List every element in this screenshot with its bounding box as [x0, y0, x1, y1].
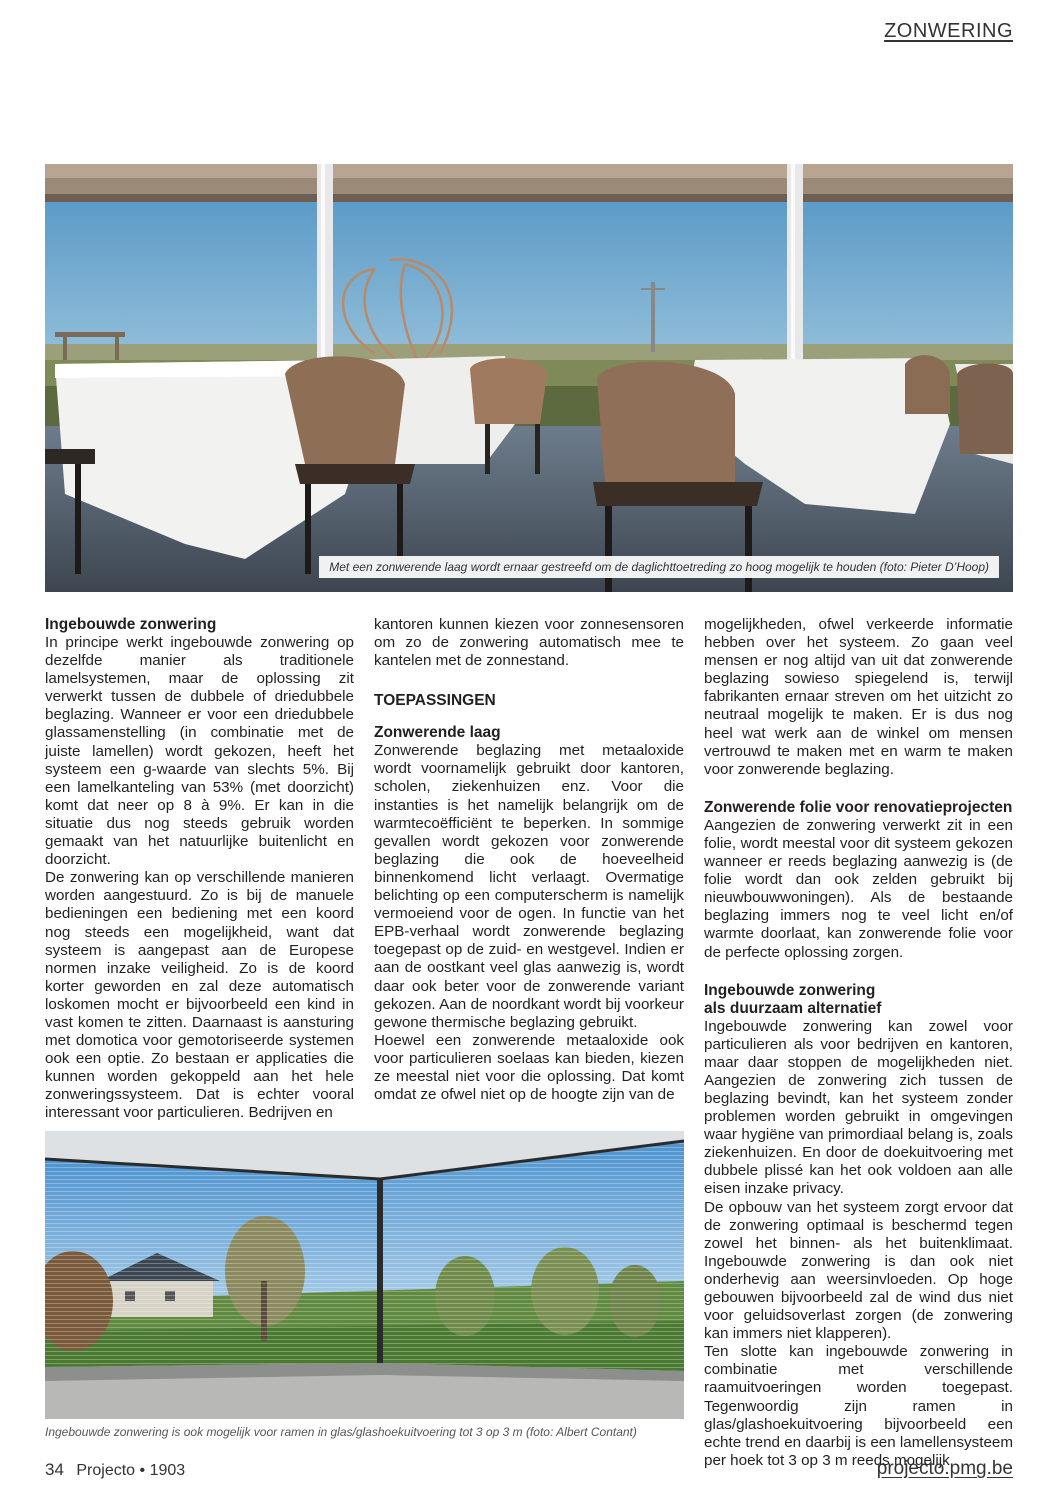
paragraph: Aangezien de zonwering verwerkt zit in een folie, wordt meestal voor dit systeem gekozen wanneer er reeds beglazing aanwezig is (de folie wordt dan ook zelden gebruikt bij nieuwbouwwoningen). Als de bestaande beglazing immers nog te veel licht en/of warmte doorlaat, kan zonwerende folie voor de perfecte oplossing zorgen.	[704, 816, 1013, 961]
paragraph: Hoewel een zonwerende metaaloxide ook voor particulieren soelaas kan bieden, kiezen ze meestal niet voor die oplossing. Dat komt omdat ze ofwel niet op de hoogte zijn van de	[374, 1031, 684, 1104]
section-heading: TOEPASSINGEN	[374, 692, 496, 710]
text-column-3	[704, 616, 1013, 1470]
text-column-1	[45, 616, 354, 1123]
paragraph: De zonwering kan op verschillende manieren worden aangestuurd. Zo is bij de manuele bedieningen een bediening met een koord nog steeds een mogelijkheid, want dat systeem is aangepast aan de Europese normen inzake veiligheid. Zo is de koord korter geworden en zal deze automatisch loskomen mocht er bijvoorbeeld een kind in vast komen te zitten. Daarnaast is aansturing met domotica voor gemotoriseerde systemen ook een optie. Zo bestaan er applicaties die kunnen worden gekoppeld aan het hele zonweringssysteem. Dat is echter vooral interessant voor particulieren. Bedrijven en	[45, 869, 354, 1122]
magazine-issue: Projecto • 1903	[76, 1462, 186, 1479]
paragraph: kantoren kunnen kiezen voor zonnesensoren om zo de zonwering automatisch mee te kantelen met de zonnestand.	[374, 616, 684, 670]
photo-caption: Met een zonwerende laag wordt ernaar gestreefd om de daglichttoetreding zo hoog mogelijk te houden (foto: Pieter D’Hoop)	[319, 556, 999, 578]
subheading: Zonwerende folie voor renovatieprojecten	[704, 798, 1013, 816]
section-tag: ZONWERING	[884, 20, 1013, 42]
corner-window-photo	[45, 1131, 684, 1419]
text-column-2	[374, 616, 684, 1104]
paragraph: Ten slotte kan ingebouwde zonwering in combinatie met verschillende raamuitvoeringen worden toegepast. Tegenwoordig zijn ramen in glas/glashoekuitvoering bijvoorbeeld een echte trend en daarbij is een lamellensysteem per hoek tot 3 op 3 m reeds mogelijk.	[704, 1343, 1013, 1469]
paragraph: mogelijkheden, ofwel verkeerde informatie hebben over het systeem. Zo gaan veel mensen er nog altijd van uit dat zonwerende beglazing sowieso spiegelend is, terwijl fabrikanten ernaar streven om het uitzicht zo neutraal mogelijk te maken. Er is dus nog heel wat werk aan de winkel om mensen vertrouwd te maken met en warm te maken voor zonwerende beglazing.	[704, 616, 1013, 778]
website-link[interactable]: projecto.pmg.be	[876, 1458, 1013, 1479]
subheading: Ingebouwde zonwering	[704, 981, 876, 999]
window-illustration	[45, 1131, 684, 1419]
photo-caption: Ingebouwde zonwering is ook mogelijk voor ramen in glas/glashoekuitvoering tot 3 op 3 m (foto: Albert Contant)	[45, 1425, 637, 1439]
subheading: Ingebouwde zonwering	[45, 616, 217, 633]
subheading: als duurzaam alternatief	[704, 999, 882, 1017]
restaurant-photo	[45, 164, 1013, 592]
subheading: Zonwerende laag	[374, 724, 501, 742]
restaurant-illustration	[45, 164, 1013, 592]
page-folio	[45, 1460, 185, 1480]
paragraph: In principe werkt ingebouwde zonwering op dezelfde manier als traditionele lamelsystemen, maar de oplossing zit verwerkt tussen de dubbele of driedubbele beglazing. Wanneer er voor een driedubbele glassamenstelling (in combinatie met de juiste lamellen) wordt gekozen, heeft het systeem een g-waarde van slechts 5%. Bij een lamelkanteling van 53% (met doorzicht) komt dat neer op 8 à 9%. Er kan in die situatie dus nog steeds gebruik worden gemaakt van het natuurlijke buitenlicht en doorzicht.	[45, 634, 354, 869]
paragraph: De opbouw van het systeem zorgt ervoor dat de zonwering optimaal is beschermd tegen zowel het binnen- als het buitenklimaat. Ingebouwde zonwering is dan ook niet onderhevig aan weersinvloeden. Op hoge gebouwen bijvoorbeeld zal de wind dus niet voor geluidsoverlast zorgen (de zonwering kan immers niet klapperen).	[704, 1198, 1013, 1343]
page-number: 34	[45, 1460, 64, 1479]
paragraph: Zonwerende beglazing met metaaloxide wordt voornamelijk gebruikt door kantoren, scholen, ziekenhuizen enz. Voor die instanties is het namelijk belangrijk om de warmtecoëfficiënt te beperken. In sommige gevallen wordt gekozen voor zonwerende beglazing die ook de hoeveelheid binnenkomend licht verlaagt. Overmatige belichting op een computerscherm is namelijk vermoeiend voor de ogen. In functie van het EPB-verhaal wordt zonwerende beglazing toegepast op de zuid- en westgevel. Indien er aan de oostkant veel glas aanwezig is, wordt daar ook beter voor de zonwerende variant gekozen. Aan de noordkant wordt bij voorkeur gewone thermische beglazing gebruikt.	[374, 742, 684, 1031]
paragraph: Ingebouwde zonwering kan zowel voor particulieren als voor bedrijven en kantoren, maar daar stoppen de mogelijkheden niet. Aangezien de zonwering zich tussen de beglazing bevindt, kan het systeem zonder problemen worden gebruikt in omgevingen waar hygiëne van primordiaal belang is, zoals ziekenhuizen. En door de doekuitvoering met dubbele plissé kan het ook voldoen aan alle eisen inzake privacy.	[704, 1017, 1013, 1198]
